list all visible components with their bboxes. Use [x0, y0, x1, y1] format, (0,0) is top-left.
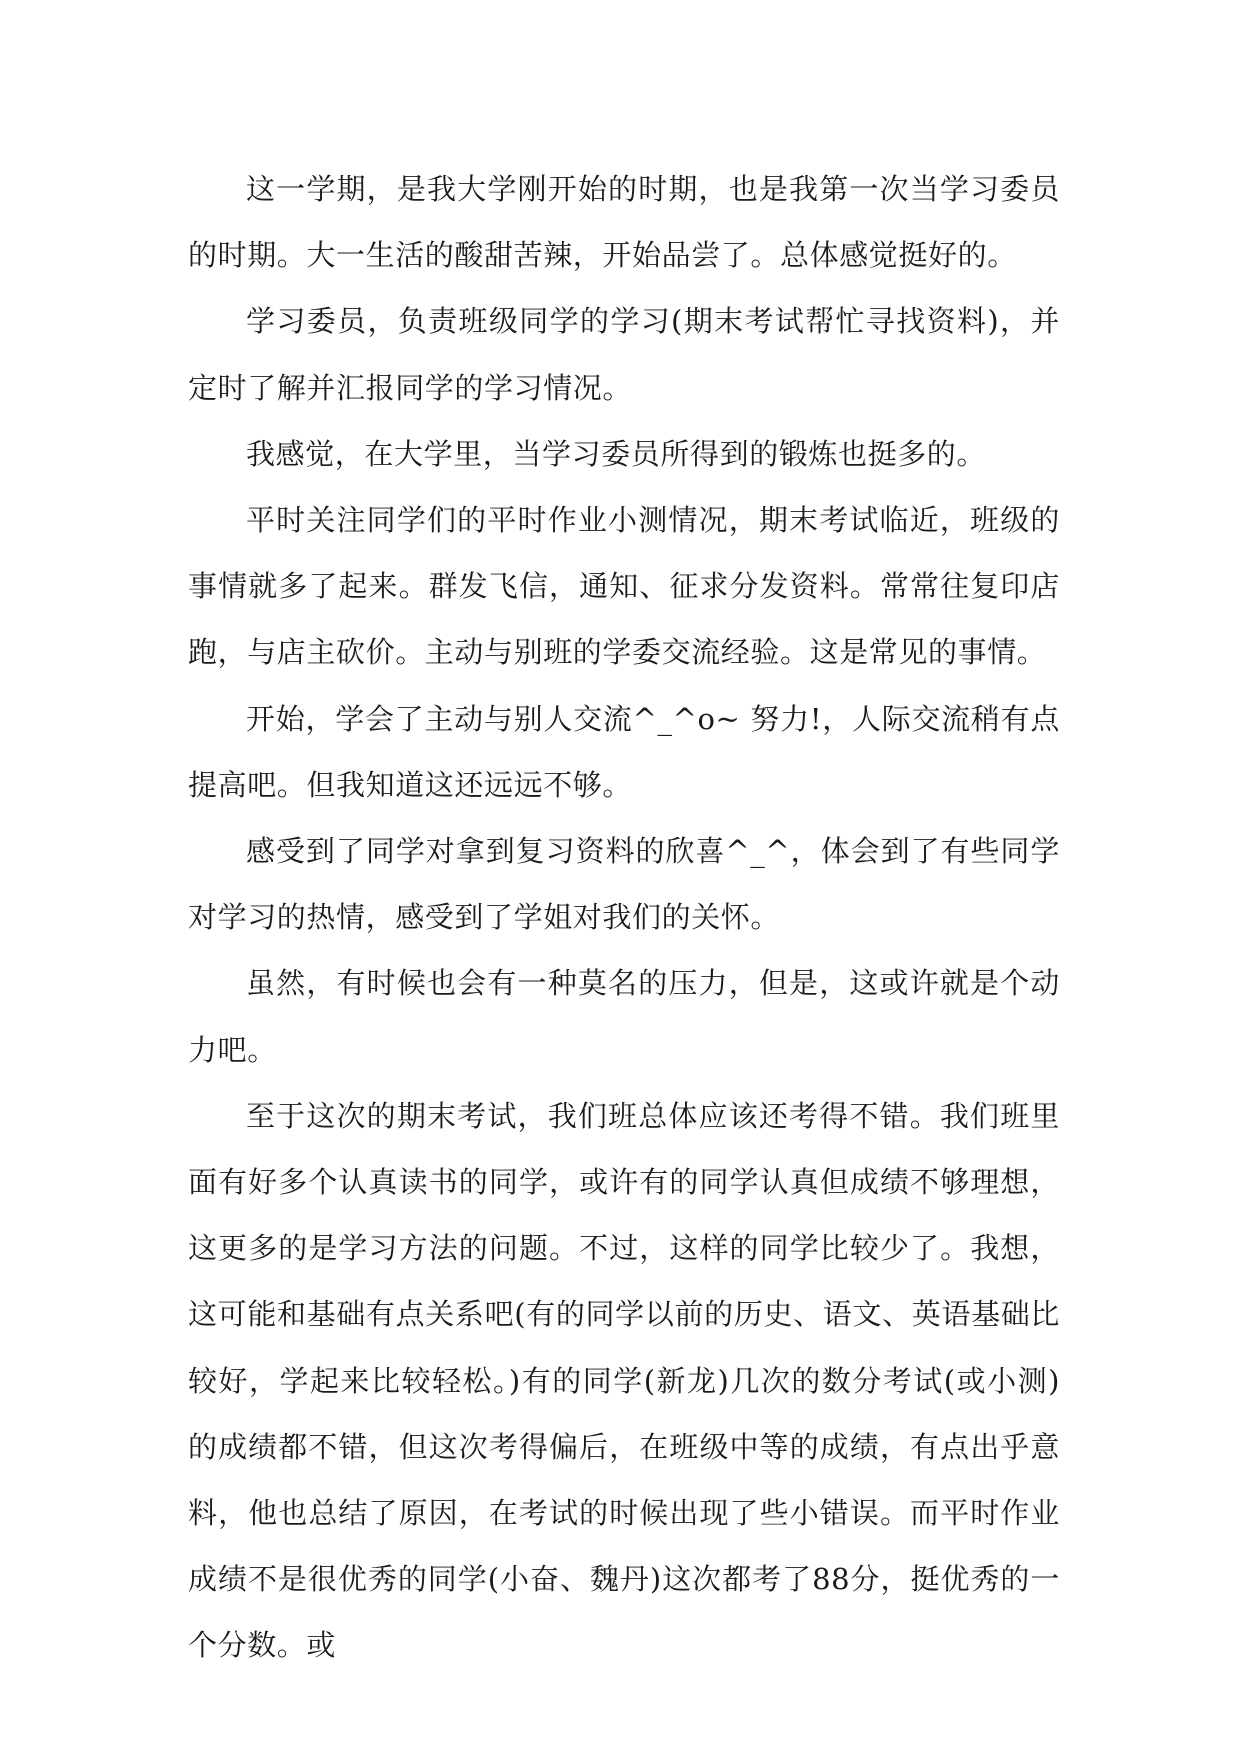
paragraph-6: 感受到了同学对拿到复习资料的欣喜^_^，体会到了有些同学对学习的热情，感受到了学姐对我们的关怀。	[188, 834, 1060, 935]
paragraph-7: 虽然，有时候也会有一种莫名的压力，但是，这或许就是个动力吧。	[188, 966, 1060, 1067]
paragraph-4: 平时关注同学们的平时作业小测情况，期末考试临近，班级的事情就多了起来。群发飞信，通知、征求分发资料。常常往复印店跑，与店主砍价。主动与别班的学委交流经验。这是常见的事情。	[188, 503, 1060, 670]
paragraph-3: 我感觉，在大学里，当学习委员所得到的锻炼也挺多的。	[246, 436, 987, 471]
document-body	[188, 156, 1060, 1679]
paragraph-1: 这一学期，是我大学刚开始的时期，也是我第一次当学习委员的时期。大一生活的酸甜苦辣，开始品尝了。总体感觉挺好的。	[188, 172, 1060, 273]
paragraph-8: 至于这次的期末考试，我们班总体应该还考得不错。我们班里面有好多个认真读书的同学，或许有的同学认真但成绩不够理想，这更多的是学习方法的问题。不过，这样的同学比较少了。我想，这可能和基础有点关系吧(有的同学以前的历史、语文、英语基础比较好，学起来比较轻松。)有的同学(新龙)几次的数分考试(或小测)的成绩都不错，但这次考得偏后，在班级中等的成绩，有点出乎意料，他也总结了原因，在考试的时候出现了些小错误。而平时作业成绩不是很优秀的同学(小奋、魏丹)这次都考了88分，挺优秀的一个分数。或	[188, 1098, 1060, 1663]
paragraph-2: 学习委员，负责班级同学的学习(期末考试帮忙寻找资料)，并定时了解并汇报同学的学习情况。	[188, 304, 1060, 405]
paragraph-5: 开始，学会了主动与别人交流^_^o~ 努力!，人际交流稍有点提高吧。但我知道这还远远不够。	[188, 701, 1060, 802]
